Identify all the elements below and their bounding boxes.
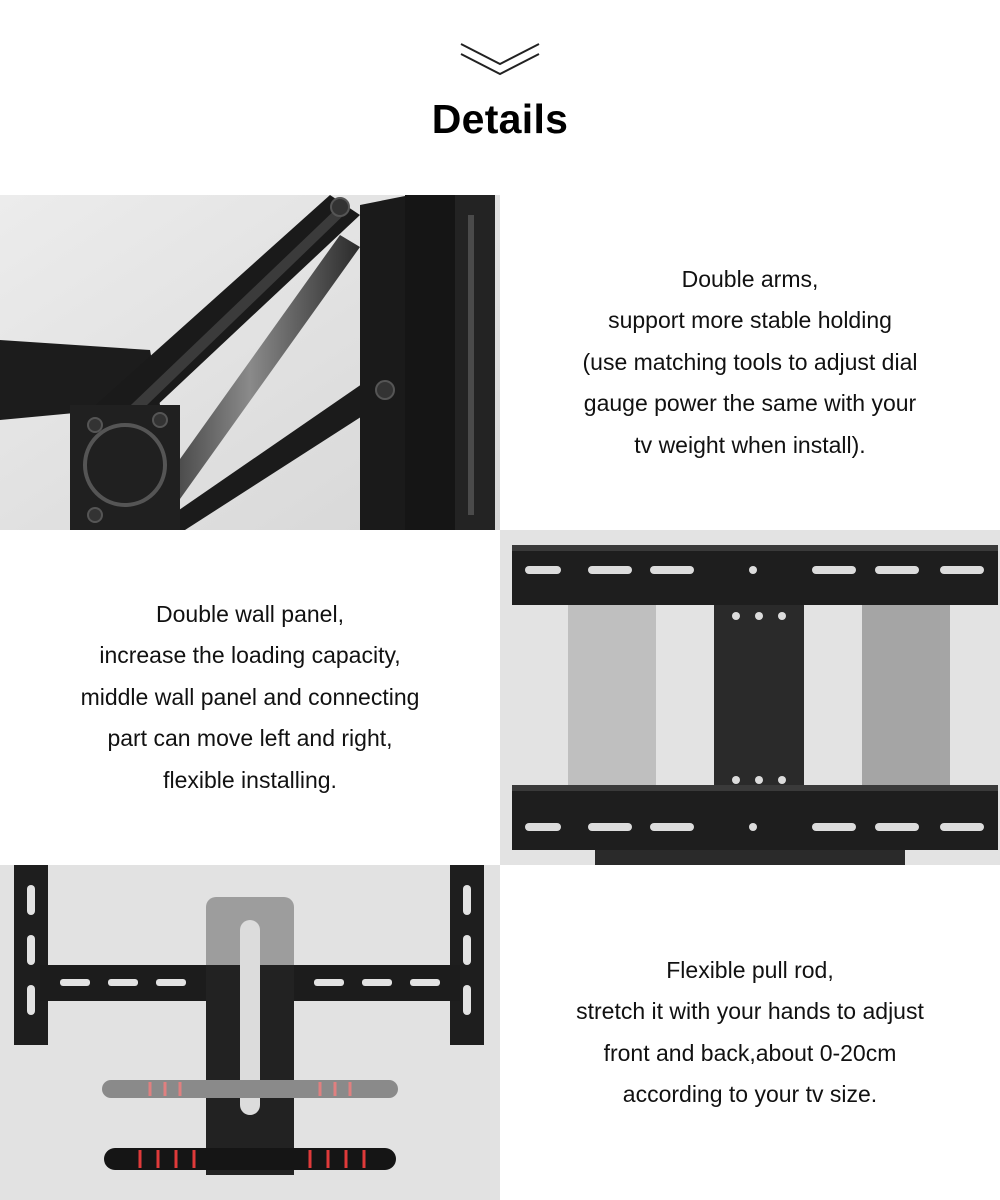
description-line: middle wall panel and connecting — [80, 683, 420, 710]
description-line: tv weight when install). — [634, 431, 866, 458]
description-line: gauge power the same with your — [583, 390, 917, 417]
double-wall-panel-photo — [500, 530, 1000, 865]
double-wall-panel-description — [0, 530, 500, 865]
description-line: (use matching tools to adjust dial — [582, 348, 918, 375]
gas-spring-double-arm-photo — [0, 195, 500, 530]
description-line: Double wall panel, — [156, 600, 344, 627]
double-arms-description — [500, 195, 1000, 530]
description-line: support more stable holding — [608, 307, 892, 334]
description-line: increase the loading capacity, — [99, 642, 401, 669]
double-chevron-down-icon — [455, 38, 545, 78]
description-line: flexible installing. — [163, 766, 337, 793]
description-line: according to your tv size. — [622, 1081, 878, 1107]
description-line: Flexible pull rod, — [666, 956, 834, 983]
description-line: Double arms, — [681, 265, 819, 292]
pull-rod-description — [500, 865, 1000, 1200]
description-line: part can move left and right, — [107, 725, 393, 752]
page-title: Details — [431, 96, 569, 142]
description-line: front and back,about 0-20cm — [603, 1039, 897, 1066]
description-line: stretch it with your hands to adjust — [576, 998, 924, 1024]
pull-rod-bracket-photo — [0, 865, 500, 1200]
details-header — [0, 0, 1000, 195]
